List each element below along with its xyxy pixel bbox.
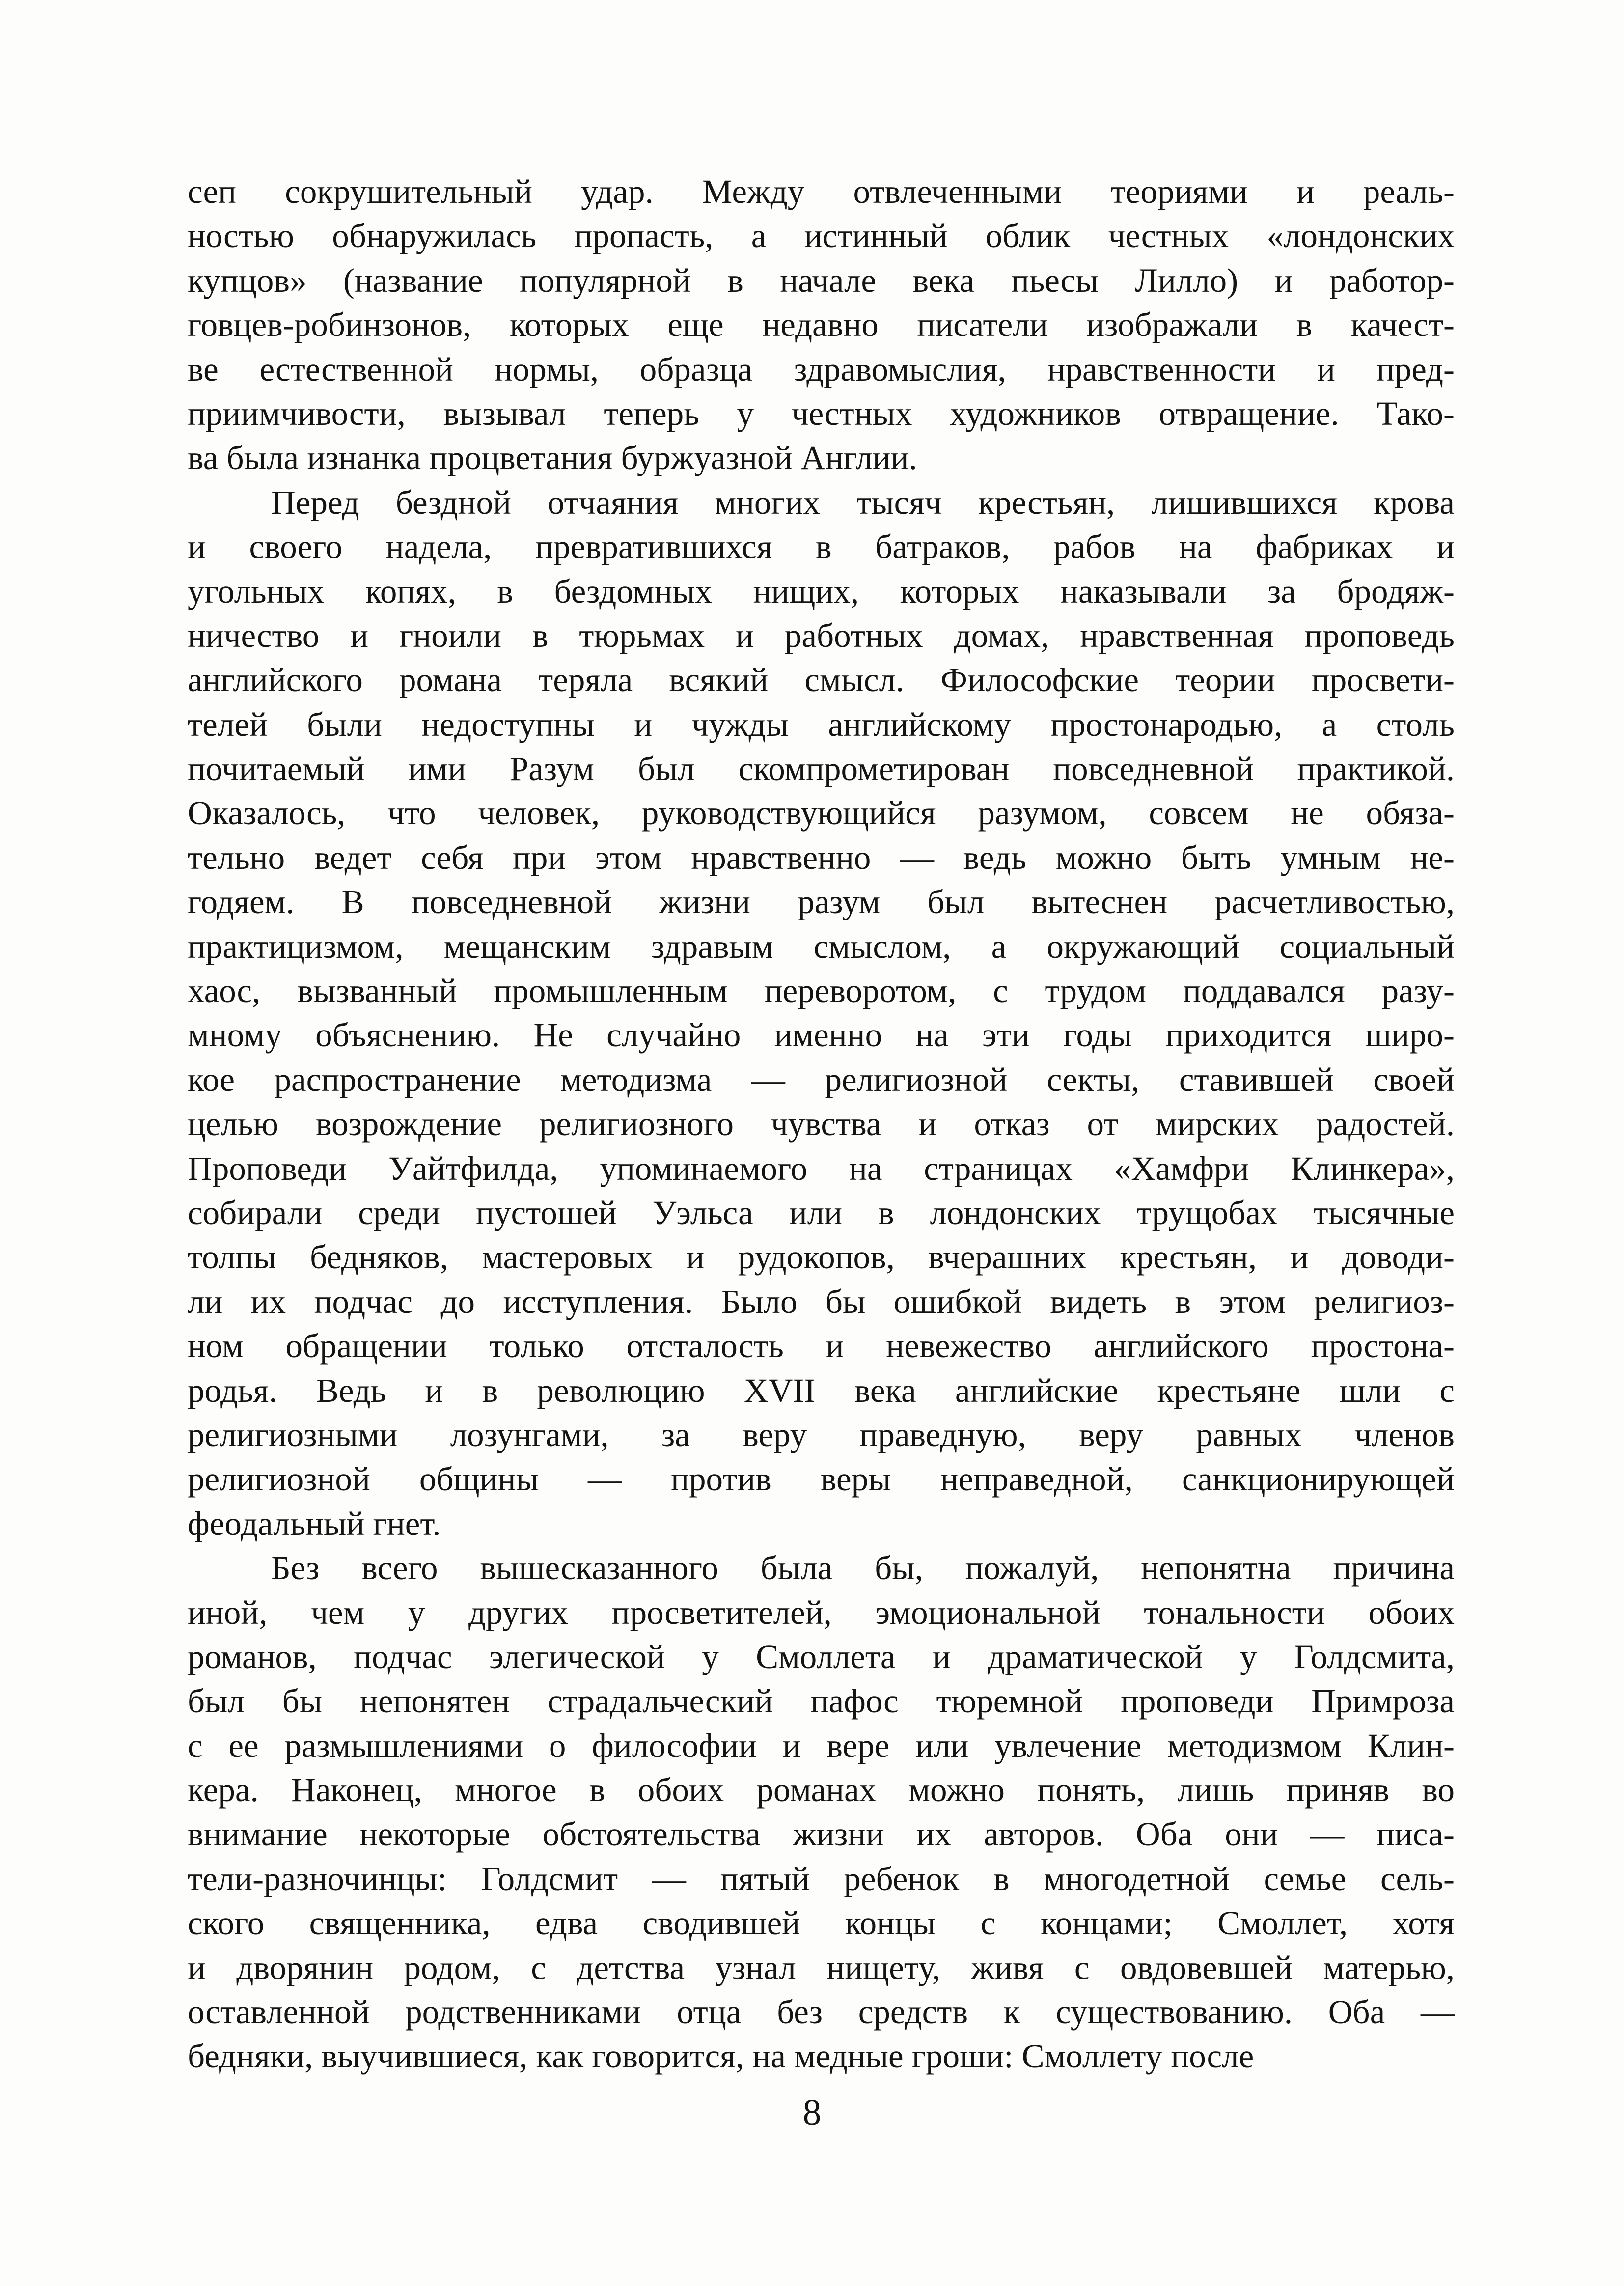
text-line: собирали среди пустошей Уэльса или в лондонских трущобах тысячные xyxy=(188,1194,1455,1231)
text-line: романов, подчас элегической у Смоллета и драматической у Голдсмита, xyxy=(188,1638,1455,1675)
text-line: иной, чем у других просветителей, эмоциональной тональности обоих xyxy=(188,1593,1455,1631)
text-line: ничество и гноили в тюрьмах и работных домах, нравственная проповедь xyxy=(188,616,1455,654)
text-line: английского романа теряла всякий смысл. Философские теории просвети- xyxy=(188,661,1455,699)
text-line: Оказалось, что человек, руководствующийся разумом, совсем не обяза- xyxy=(188,794,1455,832)
text-line: ли их подчас до исступления. Было бы ошибкой видеть в этом религиоз- xyxy=(188,1282,1455,1320)
text-line: тели-разночинцы: Голдсмит — пятый ребенок в многодетной семье сель- xyxy=(188,1860,1455,1897)
text-line: с ее размышлениями о философии и вере или увлечение методизмом Клин- xyxy=(188,1727,1455,1764)
text-line: ном обращении только отсталость и невежество английского простона- xyxy=(188,1327,1455,1365)
text-line: годяем. В повседневной жизни разум был вытеснен расчетливостью, xyxy=(188,883,1455,921)
page-number: 8 xyxy=(802,2092,822,2133)
paragraph xyxy=(188,480,1455,1546)
paragraph xyxy=(188,169,1455,480)
paragraph xyxy=(188,1546,1455,2079)
text-line: практицизмом, мещанским здравым смыслом, а окружающий социальный xyxy=(188,927,1455,965)
text-line: бедняки, выучившиеся, как говорится, на медные гроши: Смоллету после xyxy=(188,2037,1254,2075)
text-line: целью возрождение религиозного чувства и отказ от мирских радостей. xyxy=(188,1105,1455,1143)
text-line: религиозной общины — против веры неправедной, санкционирующей xyxy=(188,1460,1455,1498)
text-line: Без всего вышесказанного была бы, пожалуй, непонятна причина xyxy=(271,1549,1455,1587)
text-line: был бы непонятен страдальческий пафос тюремной проповеди Примроза xyxy=(188,1682,1455,1720)
text-line: Проповеди Уайтфилда, упоминаемого на страницах «Хамфри Клинкера», xyxy=(188,1149,1455,1187)
text-line: почитаемый ими Разум был скомпрометирован повседневной практикой. xyxy=(188,750,1455,788)
text-line: угольных копях, в бездомных нищих, которых наказывали за бродяж- xyxy=(188,572,1455,610)
text-line: ве естественной нормы, образца здравомыслия, нравственности и пред- xyxy=(188,350,1455,388)
text-line: мному объяснению. Не случайно именно на эти годы приходится широ- xyxy=(188,1016,1455,1054)
text-line: религиозными лозунгами, за веру праведную, веру равных членов xyxy=(188,1416,1455,1453)
text-line: приимчивости, вызывал теперь у честных художников отвращение. Тако- xyxy=(188,394,1455,432)
text-line: телей были недоступны и чужды английскому простонародью, а столь xyxy=(188,705,1455,743)
text-line: сеп сокрушительный удар. Между отвлеченными теориями и реаль- xyxy=(188,173,1455,210)
text-line: ностью обнаружилась пропасть, а истинный облик честных «лондонских xyxy=(188,217,1455,255)
text-line: кера. Наконец, многое в обоих романах можно понять, лишь приняв во xyxy=(188,1771,1455,1809)
text-line: внимание некоторые обстоятельства жизни их авторов. Оба они — писа- xyxy=(188,1815,1455,1853)
text-line: и дворянин родом, с детства узнал нищету, живя с овдовевшей матерью, xyxy=(188,1949,1455,1986)
body-text xyxy=(188,169,1455,2079)
text-line: феодальный гнет. xyxy=(188,1505,441,1542)
text-line: кое распространение методизма — религиозной секты, ставившей своей xyxy=(188,1060,1455,1098)
text-line: говцев-робинзонов, которых еще недавно писатели изображали в качест- xyxy=(188,306,1455,344)
text-line: купцов» (название популярной в начале века пьесы Лилло) и работор- xyxy=(188,261,1455,299)
text-line: толпы бедняков, мастеровых и рудокопов, вчерашних крестьян, и доводи- xyxy=(188,1238,1455,1276)
text-line: родья. Ведь и в революцию XVII века английские крестьяне шли с xyxy=(188,1371,1455,1409)
text-line: ского священника, едва сводившей концы с концами; Смоллет, хотя xyxy=(188,1904,1455,1942)
text-line: Перед бездной отчаяния многих тысяч крестьян, лишившихся крова xyxy=(271,483,1455,521)
text-line: хаос, вызванный промышленным переворотом, с трудом поддавался разу- xyxy=(188,972,1455,1010)
text-line: тельно ведет себя при этом нравственно — ведь можно быть умным не- xyxy=(188,838,1455,876)
text-line: оставленной родственниками отца без средств к существованию. Оба — xyxy=(188,1993,1455,2031)
text-line: ва была изнанка процветания буржуазной Англии. xyxy=(188,439,917,477)
text-line: и своего надела, превратившихся в батраков, рабов на фабриках и xyxy=(188,528,1455,566)
